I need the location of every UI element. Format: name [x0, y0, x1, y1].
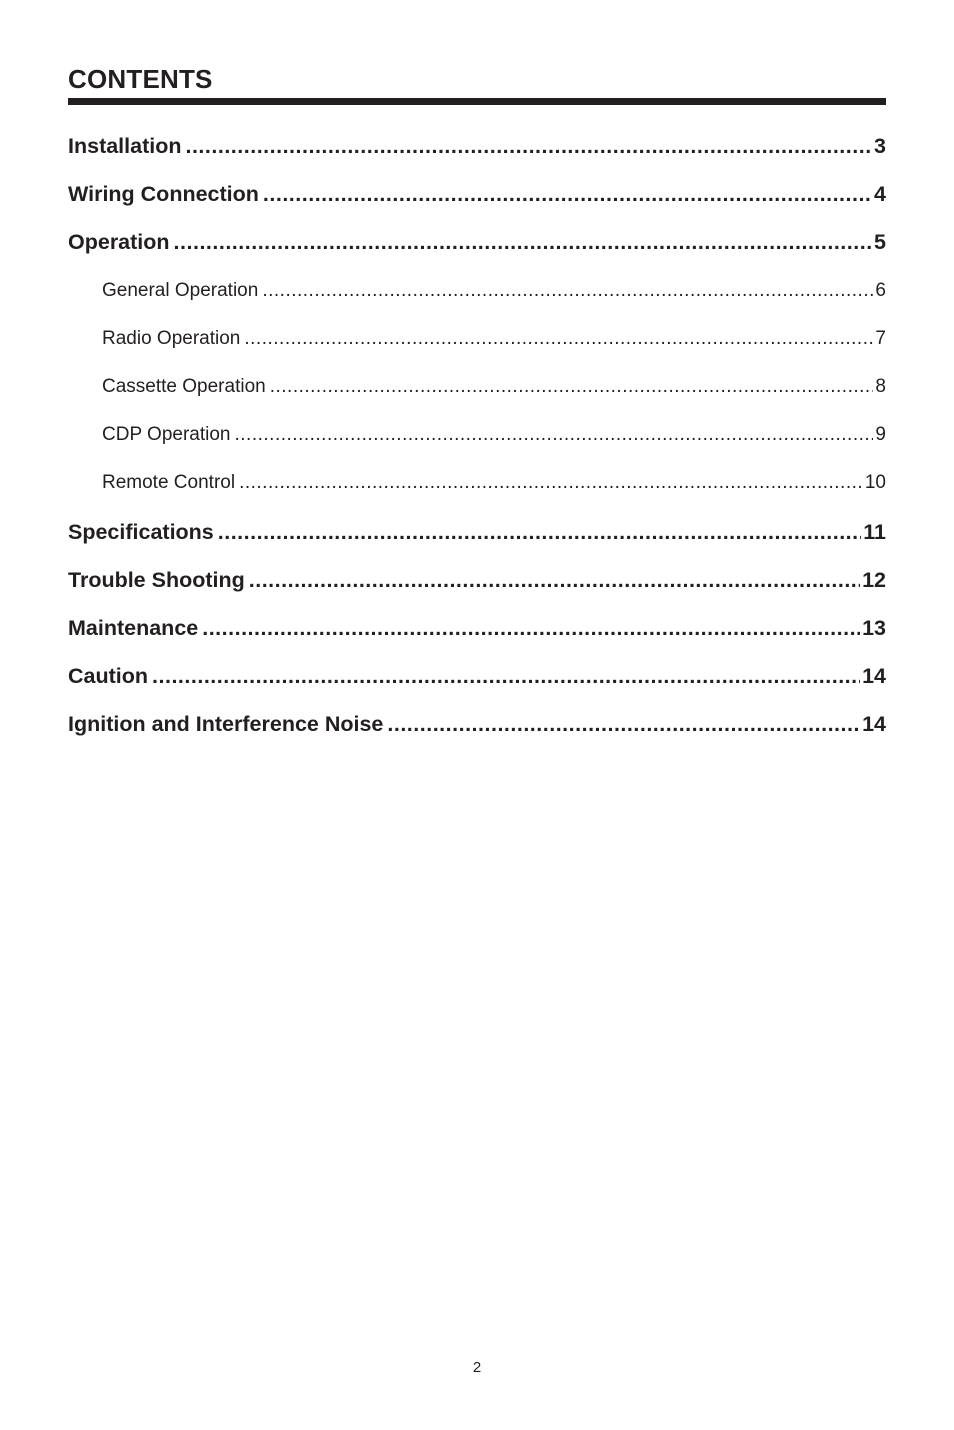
toc-entry-trouble-shooting[interactable] [68, 562, 886, 610]
toc-entry-installation[interactable] [68, 128, 886, 176]
toc-entry-label: Cassette Operation [102, 375, 266, 397]
toc-entry-page: 4 [874, 182, 886, 207]
toc-entry-page: 5 [874, 230, 886, 255]
toc-entry-label: Operation [68, 230, 170, 255]
page-number: 2 [472, 1359, 482, 1376]
toc-leader-dots [235, 417, 874, 453]
toc-entry-wiring-connection[interactable] [68, 176, 886, 224]
toc-leader-dots [152, 658, 860, 694]
table-of-contents [68, 128, 886, 754]
toc-leader-dots [239, 465, 863, 501]
toc-leader-dots [244, 321, 873, 357]
toc-entry-page: 14 [862, 712, 886, 737]
page-title: CONTENTS [68, 64, 213, 94]
toc-entry-page: 10 [864, 472, 886, 494]
toc-entry-label: Installation [68, 134, 182, 158]
toc-entry-page: 9 [875, 424, 886, 446]
toc-entry-page: 8 [875, 375, 886, 397]
toc-entry-label: Specifications [68, 519, 214, 544]
toc-entry-page: 3 [874, 134, 886, 158]
toc-entry-label: Remote Control [102, 472, 236, 494]
toc-leader-dots [262, 273, 873, 309]
toc-entry-label: Radio Operation [102, 327, 241, 349]
toc-leader-dots [218, 514, 862, 550]
toc-entry-specifications[interactable] [68, 514, 886, 562]
toc-entry-label: Caution [68, 664, 149, 689]
toc-entry-maintenance[interactable] [68, 610, 886, 658]
toc-entry-page: 11 [863, 519, 886, 544]
toc-entry-operation[interactable] [68, 224, 886, 272]
toc-entry-page: 14 [862, 664, 886, 689]
toc-entry-label: Maintenance [68, 615, 199, 640]
toc-entry-label: Trouble Shooting [68, 567, 245, 592]
toc-leader-dots [174, 224, 872, 260]
toc-entry-cdp-operation[interactable] [68, 417, 886, 465]
toc-leader-dots [263, 176, 872, 212]
toc-entry-label: Ignition and Interference Noise [68, 712, 384, 737]
toc-leader-dots [270, 369, 874, 405]
toc-entry-label: Wiring Connection [68, 182, 259, 207]
toc-entry-label: CDP Operation [102, 424, 231, 446]
toc-entry-remote-control[interactable] [68, 465, 886, 513]
title-rule [68, 98, 886, 105]
toc-entry-page: 13 [862, 615, 886, 640]
toc-leader-dots [387, 706, 860, 742]
toc-leader-dots [249, 562, 860, 598]
toc-entry-ignition-noise[interactable] [68, 706, 886, 754]
toc-entry-radio-operation[interactable] [68, 321, 886, 369]
toc-entry-general-operation[interactable] [68, 273, 886, 321]
toc-entry-page: 7 [875, 327, 886, 349]
toc-entry-label: General Operation [102, 279, 259, 301]
toc-entry-page: 6 [875, 279, 886, 301]
toc-leader-dots [202, 610, 860, 646]
toc-entry-cassette-operation[interactable] [68, 369, 886, 417]
toc-leader-dots [185, 128, 872, 164]
toc-entry-caution[interactable] [68, 658, 886, 706]
toc-entry-page: 12 [862, 567, 886, 592]
